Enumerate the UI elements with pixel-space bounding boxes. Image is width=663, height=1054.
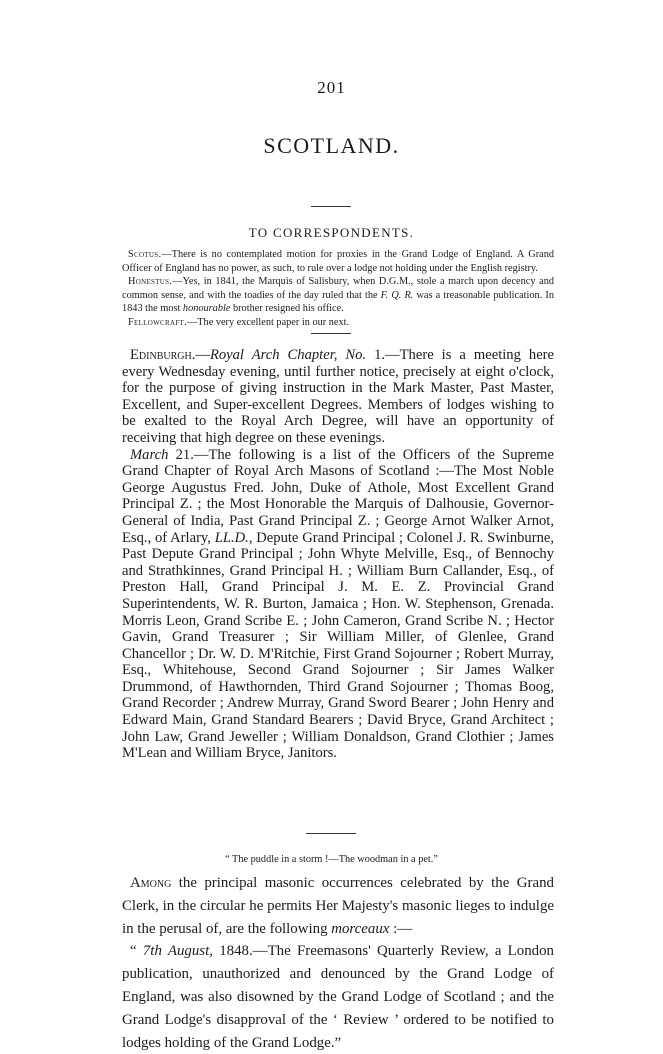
paragraph-text: the principal masonic occurrences celebrated by the Grand Clerk, in the circular he permits Her Majesty's masonic lieges to indulge in the perusal of, are the following bbox=[122, 875, 554, 937]
section-divider bbox=[306, 833, 356, 834]
note-text: —Yes, in 1841, the Marquis of Salisbury, when D.G.M., stole a march upon decency and common sense, and with the toadies of the day ruled that the bbox=[122, 276, 554, 301]
note-honestus bbox=[122, 275, 554, 316]
place-name: Edinburgh. bbox=[130, 347, 196, 363]
paragraph-text: 21.—The following is a list of the Officers of the Supreme Grand Chapter of Royal Arch Masons of Scotland :—The Most Noble George Augustus Fred. John, Duke of Athole, Most Excellent Grand Principal Z. ; the Most Honorable the Marquis of Dalhousie, Governor-General of India, Past Grand Principal Z. ; George Arnot Walker Arnot, Esq., of Arlary, bbox=[122, 446, 554, 546]
degree-abbrev: LL.D. bbox=[214, 529, 249, 546]
note-emphasis: F. Q. R. bbox=[380, 289, 414, 301]
note-name: Honestus. bbox=[128, 276, 173, 287]
dash: — bbox=[195, 347, 210, 363]
edinburgh-paragraph-1 bbox=[122, 347, 554, 447]
section-divider bbox=[311, 333, 351, 334]
date-label: 7th August, bbox=[142, 943, 213, 960]
among-section bbox=[122, 872, 554, 1054]
among-paragraph-2 bbox=[122, 940, 554, 1054]
title-divider bbox=[311, 206, 351, 207]
chapter-number: 1. bbox=[366, 347, 386, 363]
paragraph-text: —There is a meeting here every Wednesday evening, until further notice, precisely at eight o'clock, for the purpose of giving instruction in the Mark Master, Past Master, Excellent, and Super-excellent Degrees. Members of lodges wishing to be exalted to the Royal Arch Degree, will have an opportunity of receiving that high degree on these evenings. bbox=[122, 347, 555, 446]
paragraph-text: 1848.—The Freemasons' Quarterly Review, a London publication, unauthorized and denounced by the Grand Lodge of England, was also disowned by the Grand Lodge of Scotland ; and the Grand Lodge's disapproval of the ‘ Review ’ ordered to be notified to lodges holding of the Grand Lodge.” bbox=[122, 943, 554, 1051]
note-emphasis: honourable bbox=[182, 303, 231, 314]
correspondents-heading: TO CORRESPONDENTS. bbox=[248, 225, 415, 240]
note-name: Scotus. bbox=[128, 249, 162, 260]
chapter-name: Royal Arch Chapter, No. bbox=[209, 347, 367, 363]
note-text: brother resigned his office. bbox=[230, 303, 344, 314]
page-number: 201 bbox=[317, 78, 346, 97]
note-scotus bbox=[122, 248, 554, 275]
page-title: SCOTLAND. bbox=[263, 133, 400, 158]
edinburgh-section bbox=[122, 347, 554, 762]
note-name: Fellowcraft. bbox=[128, 316, 187, 328]
note-text: was a treasonable publication. In 1843 the most bbox=[122, 289, 554, 314]
edinburgh-paragraph-2 bbox=[122, 447, 554, 762]
paragraph-text: , Depute Grand Principal ; Colonel J. R. Swinburne, Past Depute Grand Principal ; John Whyte Melville, Esq., of Bennochy and Strathkinnes, Grand Principal H. ; William Burn Callander, Esq., of Preston Hall, Grand Principal J. M. E. Z. Provincial Grand Superintendents, W. R. Burton, Jamaica ; Hon. W. Stephenson, Grenada. Morris Leon, Grand Scribe E. ; John Cameron, Grand Scribe N. ; Hector Gavin, Grand Treasurer ; Sir William Miller, of Glenlee, Grand Chancellor ; Dr. W. D. M'Ritchie, First Grand Sojourner ; Robert Murray, Esq., Whitehouse, Second Grand Sojourner ; Sir James Walker Drummond, of Hawthornden, Third Grand Sojourner ; Thomas Boog, Grand Recorder ; Andrew Murray, Grand Sword Bearer ; John Henry and Edward Main, Grand Standard Bearers ; David Bryce, Grand Architect ; John Law, Grand Jeweller ; William Donaldson, Grand Clothier ; James M'Lean and William Bryce, Janitors. bbox=[122, 529, 555, 762]
note-text: —The very excellent paper in our next. bbox=[186, 316, 350, 328]
date-label: March bbox=[130, 446, 169, 463]
lead-word: Among bbox=[130, 875, 172, 891]
open-quote: “ bbox=[130, 943, 143, 960]
note-text: —There is no contemplated motion for proxies in the Grand Lodge of England. A Grand Officer of England has no power, as such, to rule over a lodge not holding under the English registry. bbox=[122, 249, 554, 274]
epigraph: “ The puddle in a storm !—The woodman in a pet.” bbox=[225, 854, 438, 865]
among-paragraph-1 bbox=[122, 872, 554, 940]
paragraph-text: :— bbox=[389, 920, 413, 937]
note-fellowcraft bbox=[122, 316, 554, 330]
emphasis: morceaux bbox=[331, 920, 390, 937]
correspondents-notes bbox=[122, 248, 554, 329]
